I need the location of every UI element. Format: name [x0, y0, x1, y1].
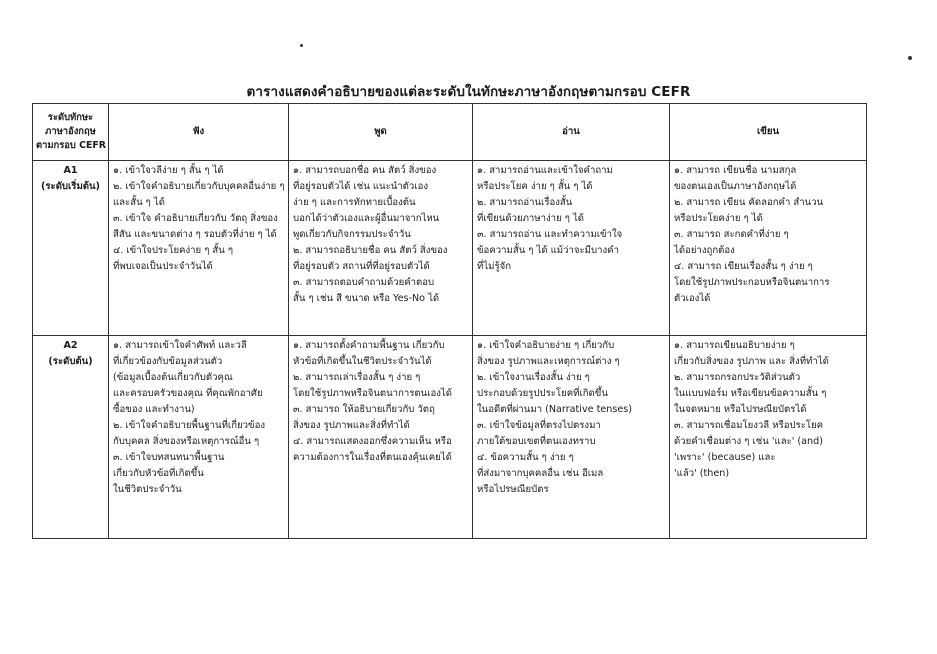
list-item: ๒. เข้าใจคำอธิบายพื้นฐานที่เกี่ยวข้อง [113, 420, 266, 431]
header-level-line: ภาษาอังกฤษ [45, 126, 96, 137]
list-item: ๔. สามารถแสดงออกซึ่งความเห็น หรือ [293, 436, 452, 447]
list-item: โดยใช้รูปภาพหรือจินตนาการตนเองได้ [293, 388, 452, 399]
list-item: สั้น ๆ เช่น สี ขนาด หรือ Yes-No ได้ [293, 293, 440, 304]
cefr-table [32, 103, 867, 539]
list-item: ได้อย่างถูกต้อง [674, 245, 735, 256]
speaking-cell [289, 161, 473, 336]
header-writing: เขียน [670, 104, 867, 161]
scan-speck [908, 56, 912, 60]
list-item: บอกได้ว่าตัวเองและผู้อื่นมาจากไหน [293, 213, 440, 224]
list-item: ๑. เข้าใจวลีง่าย ๆ สั้น ๆ ได้ [113, 165, 224, 176]
list-item: ๑. สามารถตั้งคำถามพื้นฐาน เกี่ยวกับ [293, 340, 445, 351]
list-item: ๑. สามารถเขียนอธิบายง่าย ๆ [674, 340, 795, 351]
list-item: หรือไปรษณียบัตร [477, 484, 549, 495]
list-item: ๑. สามารถอ่านและเข้าใจคำถาม [477, 165, 613, 176]
list-item: เกี่ยวกับหัวข้อที่เกิดขึ้น [113, 468, 204, 479]
list-item: สิ่งของ รูปภาพและสิ่งที่ทำได้ [293, 420, 410, 431]
list-item: หรือประโยคง่าย ๆ ได้ [674, 213, 763, 224]
list-item: ๒. เข้าใจคำอธิบายเกี่ยวกับบุคคลอื่นง่าย ๆ [113, 181, 285, 192]
list-item: ๑. สามารถเข้าใจคำศัพท์ และวลี [113, 340, 247, 351]
list-item: ภายใต้ขอบเขตที่ตนเองทราบ [477, 436, 596, 447]
list-item: ๑. เข้าใจคำอธิบายง่าย ๆ เกี่ยวกับ [477, 340, 615, 351]
list-item: ๒. สามารถอ่านเรื่องสั้น [477, 197, 573, 208]
level-cell [33, 161, 109, 336]
table-row [33, 336, 867, 539]
list-item: ๔. ข้อความสั้น ๆ ง่าย ๆ [477, 452, 574, 463]
list-item: ในจดหมาย หรือไปรษณียบัตรได้ [674, 404, 807, 415]
list-item: หัวข้อที่เกิดขึ้นในชีวิตประจำวันได้ [293, 356, 432, 367]
level-cell [33, 336, 109, 539]
list-item: ๓. เข้าใจ คำอธิบายเกี่ยวกับ วัตถุ สิ่งของ [113, 213, 278, 224]
list-item: ที่ไม่รู้จัก [477, 261, 512, 272]
list-item: ๓. เข้าใจบทสนทนาพื้นฐาน [113, 452, 225, 463]
header-listening: ฟัง [109, 104, 289, 161]
list-item: ในชีวิตประจำวัน [113, 484, 182, 495]
list-item: ที่ส่งมาจากบุคคลอื่น เช่น อีเมล [477, 468, 604, 479]
list-item: ประกอบด้วยรูปประโยคที่เกิดขึ้น [477, 388, 608, 399]
list-item: ข้อความสั้น ๆ ได้ แม้ว่าจะมีบางคำ [477, 245, 619, 256]
listening-cell [109, 336, 289, 539]
list-item: กับบุคคล สิ่งของหรือเหตุการณ์อื่น ๆ [113, 436, 260, 447]
list-item: ๓. สามารถ ให้อธิบายเกี่ยวกับ วัตถุ [293, 404, 435, 415]
list-item: ๒. สามารถ เขียน คัดลอกคำ สำนวน [674, 197, 824, 208]
list-item: ด้วยคำเชื่อมต่าง ๆ เช่น 'และ' (and) [674, 436, 823, 447]
listening-cell [109, 161, 289, 336]
list-item: ๓. สามารถเชื่อมโยงวลี หรือประโยค [674, 420, 824, 431]
list-item: ๔. สามารถ เขียนเรื่องสั้น ๆ ง่าย ๆ [674, 261, 813, 272]
list-item: ที่อยู่รอบตัวได้ เช่น แนะนำตัวเอง [293, 181, 429, 192]
list-item: ที่เขียนด้วยภาษาง่าย ๆ ได้ [477, 213, 585, 224]
list-item: ๒. สามารถเล่าเรื่องสั้น ๆ ง่าย ๆ [293, 372, 421, 383]
writing-cell [670, 161, 867, 336]
level-code: A1 [63, 165, 78, 176]
level-label: (ระดับต้น) [48, 356, 93, 367]
list-item: ในอดีตที่ผ่านมา (Narrative tenses) [477, 404, 632, 415]
list-item: ๒. สามารถอธิบายชื่อ คน สัตว์ สิ่งของ [293, 245, 448, 256]
list-item: ๓. สามารถอ่าน และทำความเข้าใจ [477, 229, 623, 240]
header-level-line: ตามกรอบ CEFR [36, 140, 106, 151]
writing-cell [670, 336, 867, 539]
list-item: ความต้องการในเรื่องที่ตนเองคุ้นเคยได้ [293, 452, 452, 463]
list-item: และครอบครัวของคุณ ที่คุณพักอาศัย [113, 388, 263, 399]
header-speaking: พูด [289, 104, 473, 161]
list-item: สิ่งของ รูปภาพและเหตุการณ์ต่าง ๆ [477, 356, 620, 367]
level-label: (ระดับเริ่มต้น) [41, 181, 100, 192]
list-item: ที่เกี่ยวข้องกับข้อมูลส่วนตัว [113, 356, 223, 367]
header-level-line: ระดับทักษะ [47, 112, 94, 123]
list-item: ๓. เข้าใจข้อมูลที่ตรงไปตรงมา [477, 420, 601, 431]
list-item: ๒. สามารถกรอกประวัติส่วนตัว [674, 372, 801, 383]
header-reading: อ่าน [473, 104, 670, 161]
level-code: A2 [63, 340, 78, 351]
list-item: ๑. สามารถบอกชื่อ คน สัตว์ สิ่งของ [293, 165, 437, 176]
list-item: ที่พบเจอเป็นประจำวันได้ [113, 261, 213, 272]
list-item: สีสัน และขนาดต่าง ๆ รอบตัวที่ง่าย ๆ ได้ [113, 229, 277, 240]
list-item: ๑. สามารถ เขียนชื่อ นามสกุล [674, 165, 797, 176]
scan-speck [300, 44, 303, 47]
list-item: ๔. เข้าใจประโยคง่าย ๆ สั้น ๆ [113, 245, 234, 256]
document-title: ตารางแสดงคำอธิบายของแต่ละระดับในทักษะภาษาอังกฤษตามกรอบ CEFR [246, 84, 691, 100]
list-item: หรือประโยค ง่าย ๆ สั้น ๆ ได้ [477, 181, 593, 192]
list-item: ตัวเองได้ [674, 293, 711, 304]
list-item: เกี่ยวกับสิ่งของ รูปภาพ และ สิ่งที่ทำได้ [674, 356, 829, 367]
list-item: 'เพราะ' (because) และ [674, 452, 776, 463]
list-item: พูดเกี่ยวกับกิจกรรมประจำวัน [293, 229, 411, 240]
reading-cell [473, 161, 670, 336]
list-item: ง่าย ๆ และการทักทายเบื้องต้น [293, 197, 416, 208]
list-item: โดยใช้รูปภาพประกอบหรือจินตนาการ [674, 277, 830, 288]
speaking-cell [289, 336, 473, 539]
list-item: และสั้น ๆ ได้ [113, 197, 165, 208]
reading-cell [473, 336, 670, 539]
list-item: ๓. สามารถ สะกดคำที่ง่าย ๆ [674, 229, 789, 240]
list-item: ๓. สามารถตอบคำถามด้วยคำตอบ [293, 277, 435, 288]
list-item: ๒. เข้าใจงานเรื่องสั้น ง่าย ๆ [477, 372, 590, 383]
list-item: ที่อยู่รอบตัว สถานที่ที่อยู่รอบตัวได้ [293, 261, 430, 272]
list-item: ในแบบฟอร์ม หรือเขียนข้อความสั้น ๆ [674, 388, 827, 399]
list-item: (ข้อมูลเบื้องต้นเกี่ยวกับตัวคุณ [113, 372, 233, 383]
header-row [33, 104, 867, 161]
list-item: ซื้อของ และทำงาน) [113, 404, 195, 415]
header-level [33, 104, 109, 161]
list-item: ของตนเองเป็นภาษาอังกฤษได้ [674, 181, 797, 192]
table-row [33, 161, 867, 336]
list-item: 'แล้ว' (then) [674, 468, 730, 479]
